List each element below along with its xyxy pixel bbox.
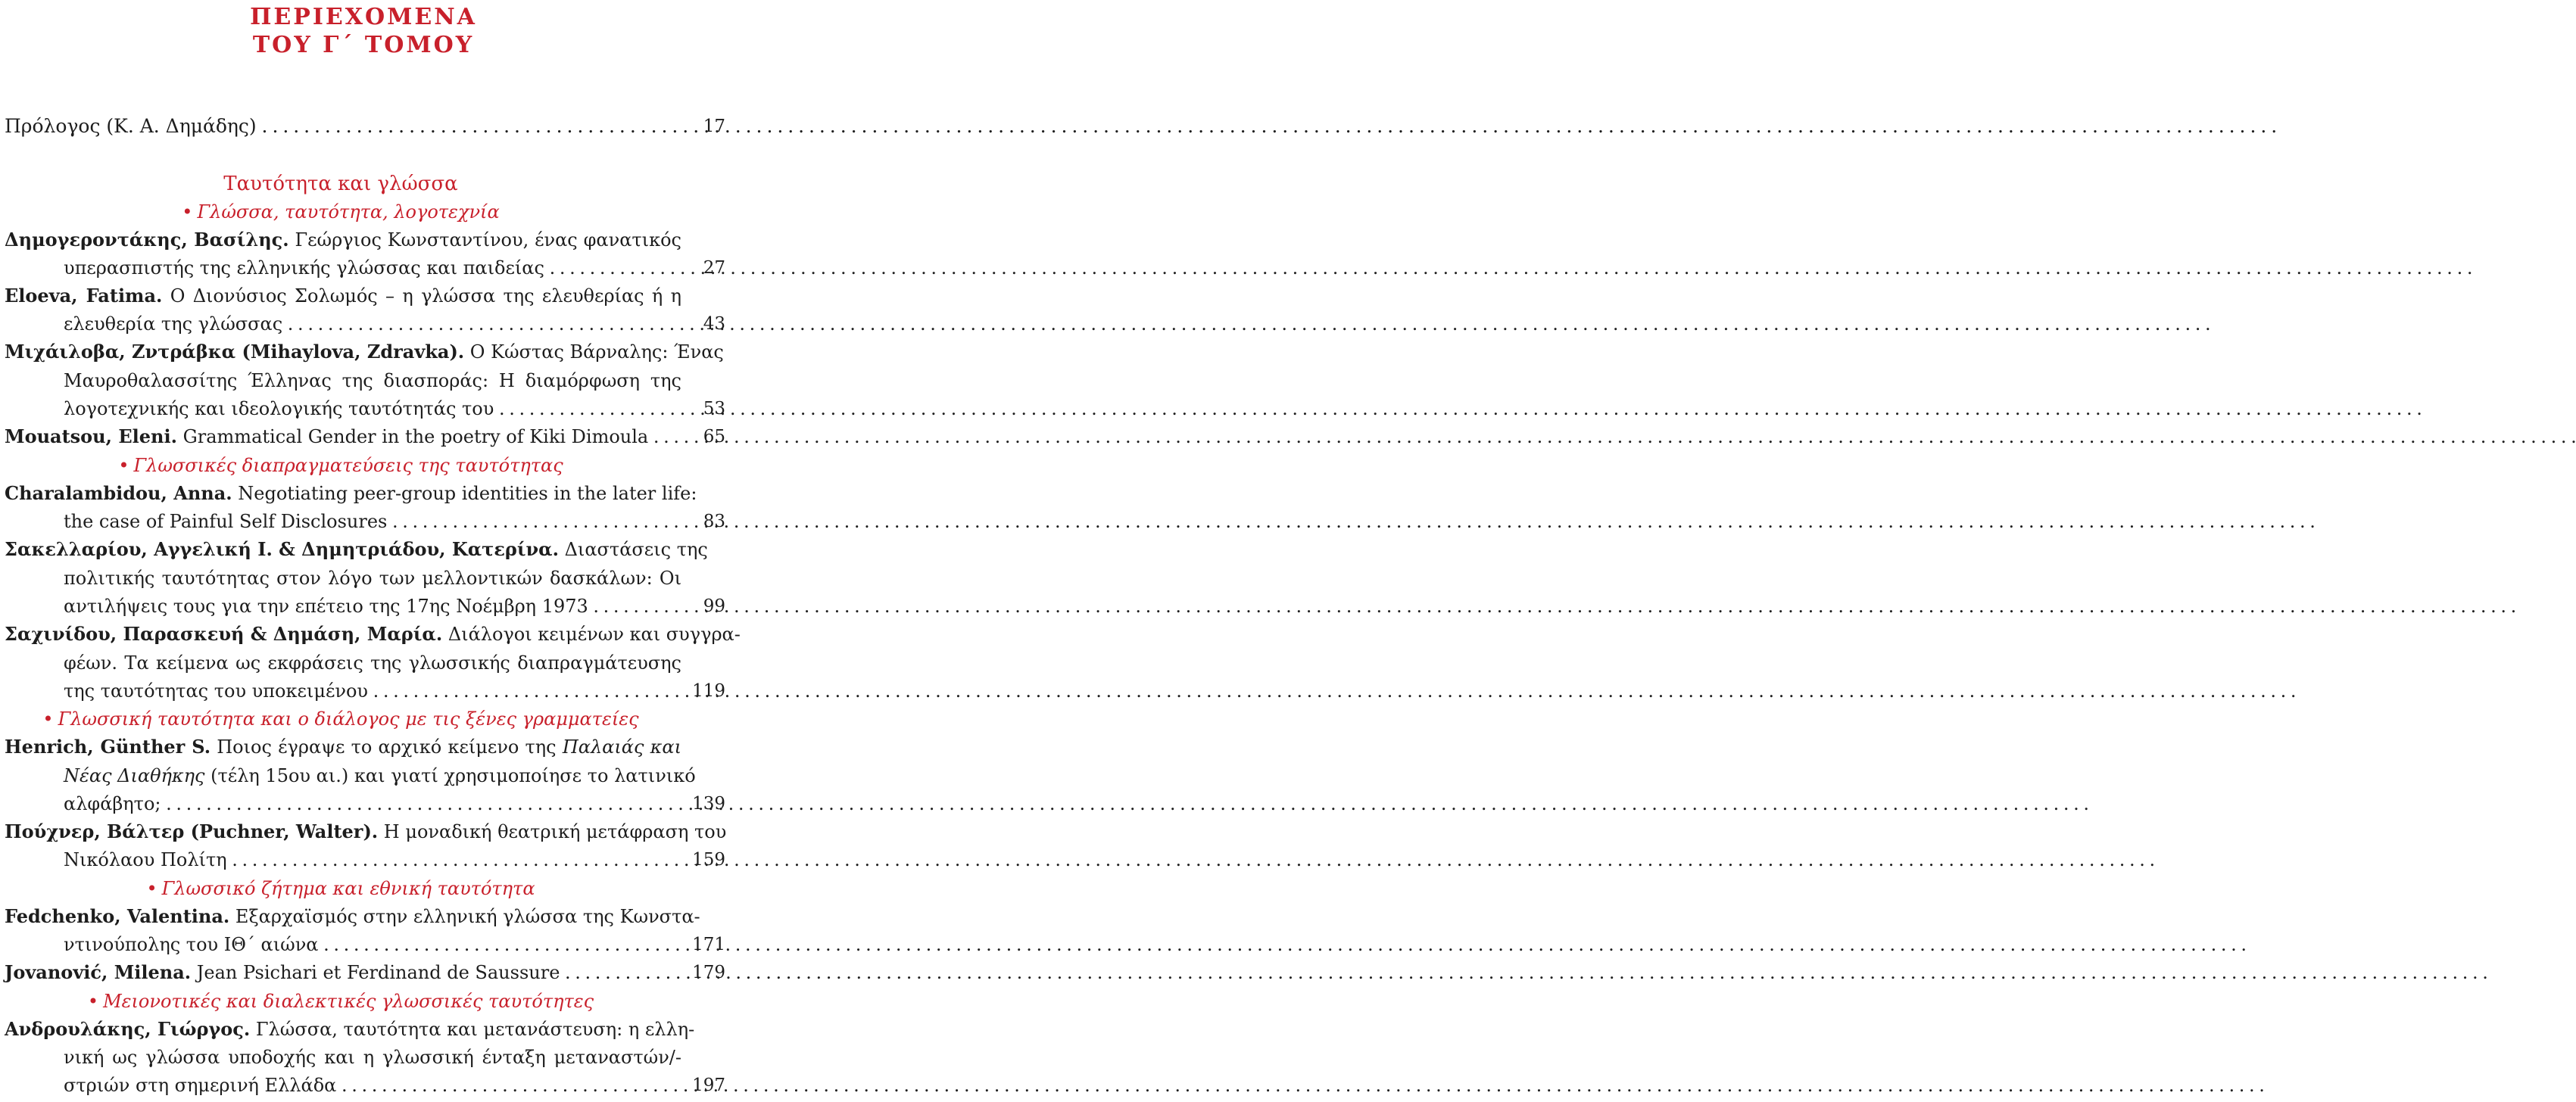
entry-title: στριών στη σημερινή Ελλάδα — [64, 1075, 337, 1096]
toc-entry[interactable] — [5, 538, 708, 561]
page-number: 99 — [703, 596, 725, 616]
toc-entry[interactable] — [5, 1018, 695, 1041]
toc-entry[interactable] — [5, 285, 681, 307]
subsection-heading: • Γλωσσική ταυτότητα και ο διάλογος με τις ξένες γραμματείες — [42, 708, 639, 730]
toc-entry[interactable] — [5, 229, 681, 251]
entry-title: Jean Psichari et Ferdinand de Saussure — [196, 962, 560, 983]
page-number: 65 — [703, 427, 725, 447]
entry-title: the case of Painful Self Disclosures — [64, 511, 388, 532]
page-number: 119 — [692, 681, 725, 701]
page-number: 139 — [692, 794, 725, 814]
toc-entry-cont[interactable] — [64, 933, 681, 956]
entry-title-italic: Παλαιάς και — [562, 736, 681, 758]
entry-title-italic: Νέας Διαθήκης — [64, 765, 205, 786]
subsection-heading: • Μειονοτικές και διαλεκτικές γλωσσικές ταυτότητες — [87, 991, 594, 1012]
toc-entry-cont[interactable] — [64, 1046, 681, 1069]
entry-title: (τέλη 15ου αι.) και γιατί χρησιμοποίησε το λατινικό — [211, 765, 696, 786]
page-number: 43 — [703, 314, 725, 334]
entry-author: Δημογεροντάκης, Βασίλης. — [5, 229, 289, 251]
entry-title: Διαστάσεις της — [564, 539, 708, 560]
page-number: 17 — [703, 117, 725, 136]
page-number: 171 — [692, 935, 725, 954]
toc-entry-cont[interactable] — [64, 567, 681, 590]
entry-title: ελευθερία της γλώσσας — [64, 313, 283, 335]
page-number: 159 — [692, 850, 725, 870]
page-number: 53 — [703, 399, 725, 419]
entry-author: Eloeva, Fatima. — [5, 285, 163, 307]
toc-entry[interactable] — [5, 482, 697, 505]
entry-author: Charalambidou, Anna. — [5, 482, 232, 504]
entry-author: Fedchenko, Valentina. — [5, 905, 230, 927]
entry-title: Grammatical Gender in the poetry of Kiki Dimoula — [182, 426, 649, 447]
entry-title: Μαυροθαλασσίτης Έλληνας της διασποράς: Η διαμόρφωση της — [64, 370, 681, 391]
toc-entry-cont[interactable] — [64, 257, 681, 279]
entry-title: Γλώσσα, ταυτότητα και μετανάστευση: η ελλη- — [255, 1019, 695, 1040]
toc-entry-cont[interactable] — [64, 397, 681, 420]
subsection-heading: • Γλωσσικές διαπραγματεύσεις της ταυτότητας — [118, 455, 563, 476]
page-number: 197 — [692, 1076, 725, 1095]
toc-entry-cont[interactable] — [64, 510, 681, 533]
entry-title: υπερασπιστής της ελληνικής γλώσσας και παιδείας — [64, 257, 544, 279]
toc-entry-cont[interactable] — [64, 764, 696, 787]
toc-entry-cont[interactable] — [64, 369, 681, 392]
entry-author: Σακελλαρίου, Αγγελική Ι. & Δημητριάδου, Κατερίνα. — [5, 538, 559, 560]
subsection-heading: • Γλωσσικό ζήτημα και εθνική ταυτότητα — [146, 878, 535, 899]
toc-entry[interactable] — [5, 961, 681, 984]
entry-title: Ποιος έγραψε το αρχικό κείμενο της — [217, 736, 557, 758]
entry-author: Μιχάιλοβα, Ζντράβκα (Mihaylova, Zdravka). — [5, 341, 465, 363]
entry-author: Πούχνερ, Βάλτερ (Puchner, Walter). — [5, 820, 379, 842]
toc-entry-prologue[interactable] — [5, 115, 681, 138]
toc-entry-cont[interactable] — [64, 848, 681, 871]
entry-title: νική ως γλώσσα υποδοχής και η γλωσσική ένταξη μεταναστών/- — [64, 1047, 681, 1068]
toc-entry[interactable] — [5, 905, 700, 928]
prologue-text: Πρόλογος (Κ. Α. Δημάδης) — [5, 115, 257, 137]
entry-title: αντιλήψεις τους για την επέτειο της 17ης Νοέμβρη 1973 — [64, 596, 588, 617]
toc-entry-cont[interactable] — [64, 652, 681, 674]
entry-title: Ο Κώστας Βάρναλης: Ένας — [469, 341, 724, 363]
toc-entry[interactable] — [5, 425, 681, 448]
page-number: 27 — [703, 258, 725, 278]
subsection-heading: • Γλώσσα, ταυτότητα, λογοτεχνία — [182, 201, 500, 223]
page-number: 83 — [703, 512, 725, 531]
toc-entry-cont[interactable] — [64, 792, 681, 815]
entry-title: ντινούπολης του ΙΘ΄ αιώνα — [64, 934, 319, 955]
entry-title: Γεώργιος Κωνσταντίνου, ένας φανατικός — [295, 229, 681, 251]
toc-entry-cont[interactable] — [64, 1074, 681, 1097]
page-number: 179 — [692, 963, 725, 982]
entry-author: Σαχινίδου, Παρασκευή & Δημάση, Μαρία. — [5, 623, 443, 645]
toc-entry[interactable] — [5, 820, 727, 843]
section-heading: Ταυτότητα και γλώσσα — [223, 173, 458, 195]
toc-entry-cont[interactable] — [64, 313, 681, 335]
entry-title: Νικόλαου Πολίτη — [64, 849, 227, 870]
toc-entry-cont[interactable] — [64, 595, 681, 618]
entry-author: Henrich, Günther S. — [5, 736, 211, 758]
entry-title: πολιτικής ταυτότητας στον λόγο των μελλοντικών δασκάλων: Οι — [64, 568, 681, 589]
entry-author: Jovanović, Milena. — [5, 961, 192, 983]
entry-author: Ανδρουλάκης, Γιώργος. — [5, 1018, 251, 1040]
toc-title: ΠΕΡΙΕΧΟΜΕΝΑ — [250, 4, 477, 30]
toc-entry[interactable] — [5, 736, 681, 758]
toc-entry-cont[interactable] — [64, 680, 681, 702]
toc-entry[interactable] — [5, 341, 724, 363]
entry-title: λογοτεχνικής και ιδεολογικής ταυτότητάς του — [64, 398, 494, 419]
entry-title: Διάλογοι κειμένων και συγγρα- — [448, 624, 741, 645]
entry-title: της ταυτότητας του υποκειμένου — [64, 680, 368, 702]
entry-author: Mouatsou, Eleni. — [5, 425, 177, 447]
entry-title: Η μοναδική θεατρική μετάφραση του — [383, 821, 727, 842]
volume-subtitle: ΤΟΥ Γ΄ ΤΟΜΟΥ — [252, 32, 475, 58]
entry-title: αλφάβητο; — [64, 793, 161, 814]
toc-entry[interactable] — [5, 623, 741, 646]
entry-title: Negotiating peer-group identities in the later life: — [238, 483, 697, 504]
entry-title: φέων. Τα κείμενα ως εκφράσεις της γλωσσικής διαπραγμάτευσης — [64, 652, 681, 674]
entry-title: Εξαρχαϊσμός στην ελληνική γλώσσα της Κωνστα- — [235, 906, 700, 927]
entry-title: Ο Διονύσιος Σολωμός – η γλώσσα της ελευθερίας ή η — [170, 285, 681, 307]
